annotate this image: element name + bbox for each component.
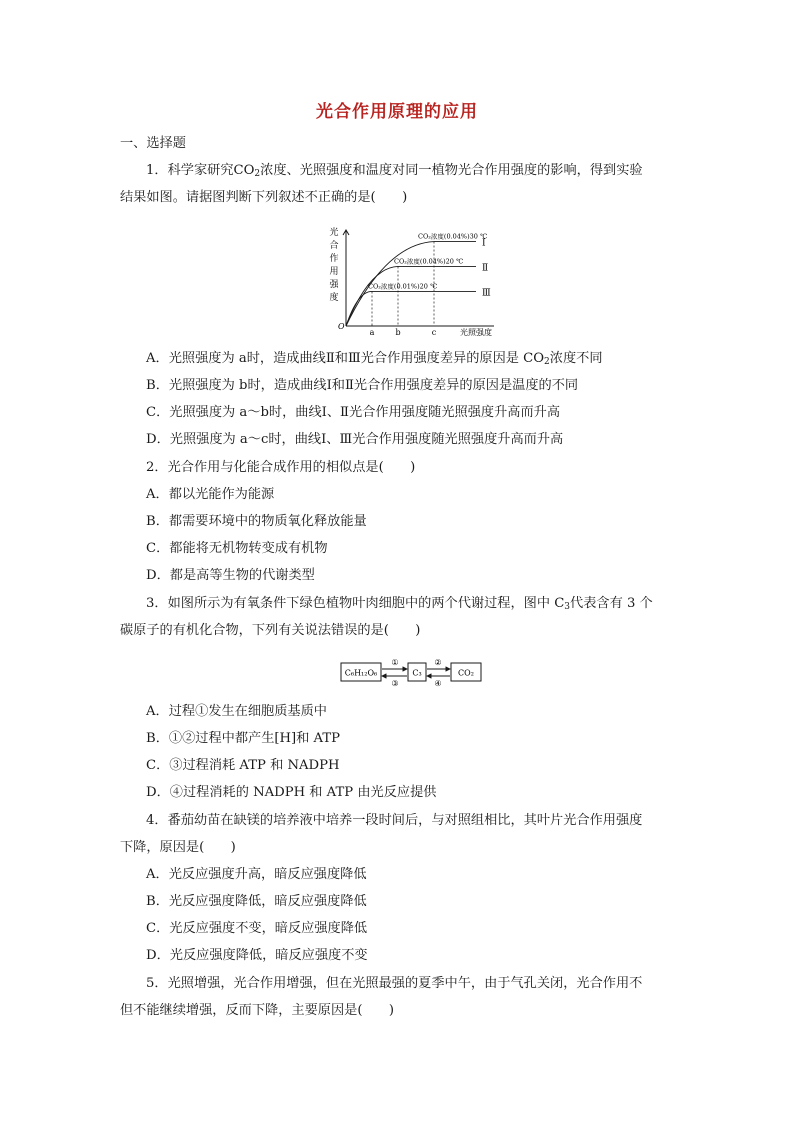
q1-stem-sub: 2 xyxy=(254,169,261,179)
box-c3-label: C₃ xyxy=(412,668,422,678)
origin-label: O xyxy=(338,322,345,331)
y-axis-label-char: 强 xyxy=(329,280,339,290)
q2-option-d: D．都是高等生物的代谢类型 xyxy=(146,568,315,583)
q1-stem-text-a: 1．科学家研究CO xyxy=(146,163,255,178)
label-process-1: ① xyxy=(391,658,399,667)
q4-option-d: D．光反应强度降低，暗反应强度不变 xyxy=(146,948,368,963)
y-axis-label-char: 作 xyxy=(329,254,339,264)
q3-option-c: C．③过程消耗 ATP 和 NADPH xyxy=(146,758,340,773)
x-axis-label: 光照强度 xyxy=(460,328,492,337)
q3-option-a: A．过程①发生在细胞质基质中 xyxy=(146,704,327,719)
q5-stem-line1: 5．光照增强，光合作用增强，但在光照最强的夏季中午，由于气孔关闭，光合作用不 xyxy=(146,976,643,991)
label-process-3: ③ xyxy=(391,679,399,688)
q2-option-c: C．都能将无机物转变成有机物 xyxy=(146,541,328,556)
page-title: 光合作用原理的应用 xyxy=(316,102,478,122)
series-3-curve xyxy=(346,291,476,326)
series-1-roman: Ⅰ xyxy=(482,238,486,249)
q1-option-a-sub: 2 xyxy=(544,357,550,367)
q3-stem-line2: 碳原子的有机化合物，下列有关说法错误的是( ) xyxy=(120,623,421,638)
y-axis-label-char: 合 xyxy=(329,241,339,251)
y-axis-label-char: 度 xyxy=(329,293,339,303)
q2-stem: 2．光合作用与化能合成作用的相似点是( ) xyxy=(146,460,416,475)
q3-metabolism-diagram xyxy=(338,656,484,688)
series-2-roman: Ⅱ xyxy=(482,263,489,274)
q2-option-a: A．都以光能作为能源 xyxy=(146,487,275,502)
q1-option-c: C．光照强度为 a～b时，曲线Ⅰ、Ⅱ光合作用强度随光照强度升高而升高 xyxy=(146,405,561,420)
q3-stem-line1 xyxy=(146,595,653,616)
box-co2-label: CO₂ xyxy=(458,668,474,678)
x-tick-label-a: a xyxy=(369,328,375,337)
q3-stem-sub: 3 xyxy=(564,602,571,612)
q1-stem-line1 xyxy=(146,162,643,183)
q3-option-b: B．①②过程中都产生[H]和 ATP xyxy=(146,731,341,746)
y-axis-label-char: 用 xyxy=(329,267,339,277)
q1-stem-line2: 结果如图。请据图判断下列叙述不正确的是( ) xyxy=(120,190,408,205)
q3-option-d: D．④过程消耗的 NADPH 和 ATP 由光反应提供 xyxy=(146,785,437,800)
q1-option-a-text-b: 浓度不同 xyxy=(549,351,603,366)
q1-option-b: B．光照强度为 b时，造成曲线Ⅰ和Ⅱ光合作用强度差异的原因是温度的不同 xyxy=(146,378,579,393)
series-2-label: CO₂浓度(0.04%)20 ℃ xyxy=(394,257,464,266)
q4-option-a: A．光反应强度升高，暗反应强度降低 xyxy=(146,867,367,882)
q4-option-c: C．光反应强度不变，暗反应强度降低 xyxy=(146,921,368,936)
series-1-label: CO₂浓度(0.04%)30 ℃ xyxy=(418,232,488,241)
q1-option-a-text: A．光照强度为 a时，造成曲线Ⅱ和Ⅲ光合作用强度差异的原因是 CO xyxy=(146,351,545,366)
q1-option-d: D．光照强度为 a～c时，曲线Ⅰ、Ⅲ光合作用强度随光照强度升高而升高 xyxy=(146,432,564,447)
x-tick-label-b: b xyxy=(395,328,401,337)
section-heading: 一、选择题 xyxy=(120,136,186,151)
q4-option-b: B．光反应强度降低，暗反应强度降低 xyxy=(146,894,367,909)
series-2-curve xyxy=(346,266,476,326)
y-axis-label-char: 光 xyxy=(329,228,339,238)
q1-option-a xyxy=(146,350,603,371)
label-process-2: ② xyxy=(434,658,442,667)
q2-option-b: B．都需要环境中的物质氧化释放能量 xyxy=(146,514,367,529)
series-3-label: CO₂浓度(0.01%)20 ℃ xyxy=(368,282,438,291)
label-process-4: ④ xyxy=(434,679,442,688)
q5-stem-line2: 但不能继续增强，反而下降，主要原因是( ) xyxy=(120,1003,395,1018)
q1-chart xyxy=(322,222,502,338)
q3-stem-text-a: 3．如图所示为有氧条件下绿色植物叶肉细胞中的两个代谢过程，图中 C xyxy=(146,596,565,611)
box-glucose-label: C₆H₁₂O₆ xyxy=(344,668,378,678)
q4-stem-line2: 下降，原因是( ) xyxy=(120,840,236,855)
series-3-roman: Ⅲ xyxy=(482,288,491,299)
q3-stem-text-b: 代表含有 3 个 xyxy=(570,596,653,611)
q1-stem-text-b: 浓度、光照强度和温度对同一植物光合作用强度的影响，得到实验 xyxy=(260,163,643,178)
x-tick-label-c: c xyxy=(431,328,437,337)
q4-stem-line1: 4．番茄幼苗在缺镁的培养液中培养一段时间后，与对照组相比，其叶片光合作用强度 xyxy=(146,813,643,828)
